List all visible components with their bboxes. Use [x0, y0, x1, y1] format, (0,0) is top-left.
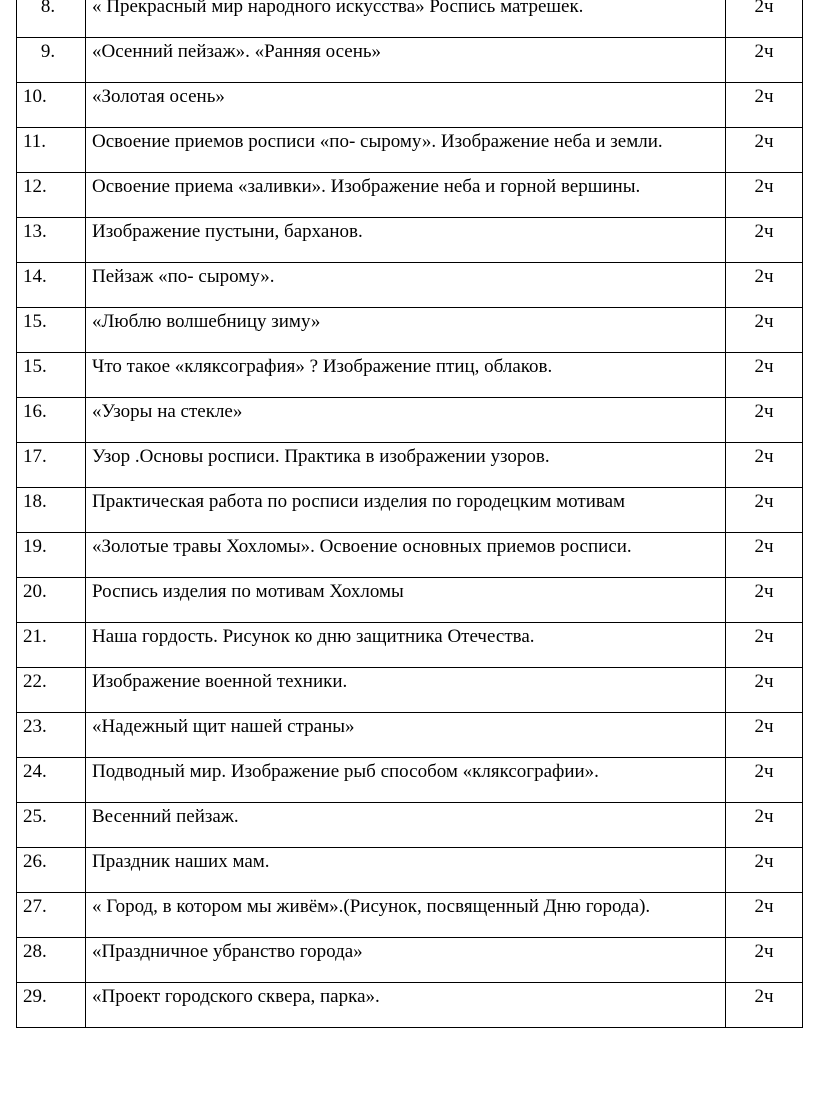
lesson-topic: « Город, в котором мы живём».(Рисунок, посвященный Дню города).: [86, 893, 726, 938]
lesson-topic: Наша гордость. Рисунок ко дню защитника Отечества.: [86, 623, 726, 668]
lesson-hours: 2ч: [726, 668, 803, 713]
table-row: [17, 263, 803, 308]
lesson-hours: 2ч: [726, 848, 803, 893]
lesson-topic: Практическая работа по росписи изделия по городецким мотивам: [86, 488, 726, 533]
row-number: 19.: [17, 533, 86, 578]
row-number: 21.: [17, 623, 86, 668]
lesson-hours: 2ч: [726, 38, 803, 83]
table-row: [17, 218, 803, 263]
row-number: 25.: [17, 803, 86, 848]
schedule-table-body: [17, 0, 803, 1028]
row-number: 11.: [17, 128, 86, 173]
table-row: [17, 173, 803, 218]
lesson-topic: «Узоры на стекле»: [86, 398, 726, 443]
table-row: [17, 83, 803, 128]
table-row: [17, 713, 803, 758]
row-number: 29.: [17, 983, 86, 1028]
row-number: 13.: [17, 218, 86, 263]
lesson-hours: 2ч: [726, 263, 803, 308]
lesson-hours: 2ч: [726, 983, 803, 1028]
lesson-hours: 2ч: [726, 803, 803, 848]
row-number: 16.: [17, 398, 86, 443]
lesson-hours: 2ч: [726, 893, 803, 938]
row-number: 23.: [17, 713, 86, 758]
lesson-hours: 2ч: [726, 623, 803, 668]
row-number: 26.: [17, 848, 86, 893]
lesson-topic: Изображение пустыни, барханов.: [86, 218, 726, 263]
lesson-topic: Узор .Основы росписи. Практика в изображении узоров.: [86, 443, 726, 488]
lesson-hours: 2ч: [726, 713, 803, 758]
lesson-topic: Освоение приемов росписи «по- сырому». Изображение неба и земли.: [86, 128, 726, 173]
table-row: [17, 578, 803, 623]
lesson-topic: Изображение военной техники.: [86, 668, 726, 713]
lesson-hours: 2ч: [726, 758, 803, 803]
row-number: 24.: [17, 758, 86, 803]
row-number: 15.: [17, 308, 86, 353]
table-row: [17, 353, 803, 398]
lesson-topic: Роспись изделия по мотивам Хохломы: [86, 578, 726, 623]
lesson-topic: Весенний пейзаж.: [86, 803, 726, 848]
table-row: [17, 533, 803, 578]
lesson-topic: Что такое «кляксография» ? Изображение птиц, облаков.: [86, 353, 726, 398]
table-row: [17, 983, 803, 1028]
table-row: [17, 398, 803, 443]
lesson-topic: «Надежный щит нашей страны»: [86, 713, 726, 758]
lesson-hours: 2ч: [726, 83, 803, 128]
lesson-topic: Подводный мир. Изображение рыб способом «кляксографии».: [86, 758, 726, 803]
row-number: 18.: [17, 488, 86, 533]
table-row: [17, 938, 803, 983]
row-number: 17.: [17, 443, 86, 488]
lesson-topic: «Золотая осень»: [86, 83, 726, 128]
lesson-hours: 2ч: [726, 353, 803, 398]
table-row: [17, 623, 803, 668]
lesson-topic: « Прекрасный мир народного искусства» Роспись матрешек.: [86, 0, 726, 38]
lesson-hours: 2ч: [726, 533, 803, 578]
lesson-topic: «Праздничное убранство города»: [86, 938, 726, 983]
row-number: 22.: [17, 668, 86, 713]
row-number: 27.: [17, 893, 86, 938]
lesson-hours: 2ч: [726, 173, 803, 218]
table-row: [17, 488, 803, 533]
lesson-hours: 2ч: [726, 308, 803, 353]
lesson-topic: Освоение приема «заливки». Изображение неба и горной вершины.: [86, 173, 726, 218]
lesson-topic: «Золотые травы Хохломы». Освоение основных приемов росписи.: [86, 533, 726, 578]
lesson-hours: 2ч: [726, 0, 803, 38]
lesson-topic: «Проект городского сквера, парка».: [86, 983, 726, 1028]
lesson-topic: Пейзаж «по- сырому».: [86, 263, 726, 308]
table-row: [17, 308, 803, 353]
row-number: 10.: [17, 83, 86, 128]
lesson-topic: «Люблю волшебницу зиму»: [86, 308, 726, 353]
row-number: 20.: [17, 578, 86, 623]
table-row: [17, 0, 803, 38]
lesson-hours: 2ч: [726, 128, 803, 173]
lesson-hours: 2ч: [726, 488, 803, 533]
table-row: [17, 38, 803, 83]
table-row: [17, 848, 803, 893]
table-row: [17, 758, 803, 803]
lesson-hours: 2ч: [726, 938, 803, 983]
lesson-schedule-table: [16, 0, 803, 1028]
lesson-topic: Праздник наших мам.: [86, 848, 726, 893]
table-row: [17, 668, 803, 713]
table-row: [17, 803, 803, 848]
row-number: 28.: [17, 938, 86, 983]
lesson-hours: 2ч: [726, 398, 803, 443]
row-number: 15.: [17, 353, 86, 398]
row-number: 12.: [17, 173, 86, 218]
table-row: [17, 128, 803, 173]
table-row: [17, 893, 803, 938]
lesson-hours: 2ч: [726, 218, 803, 263]
table-row: [17, 443, 803, 488]
document-page: [16, 0, 802, 1028]
lesson-hours: 2ч: [726, 443, 803, 488]
row-number: 9.: [17, 38, 86, 83]
row-number: 8.: [17, 0, 86, 38]
lesson-hours: 2ч: [726, 578, 803, 623]
row-number: 14.: [17, 263, 86, 308]
lesson-topic: «Осенний пейзаж». «Ранняя осень»: [86, 38, 726, 83]
